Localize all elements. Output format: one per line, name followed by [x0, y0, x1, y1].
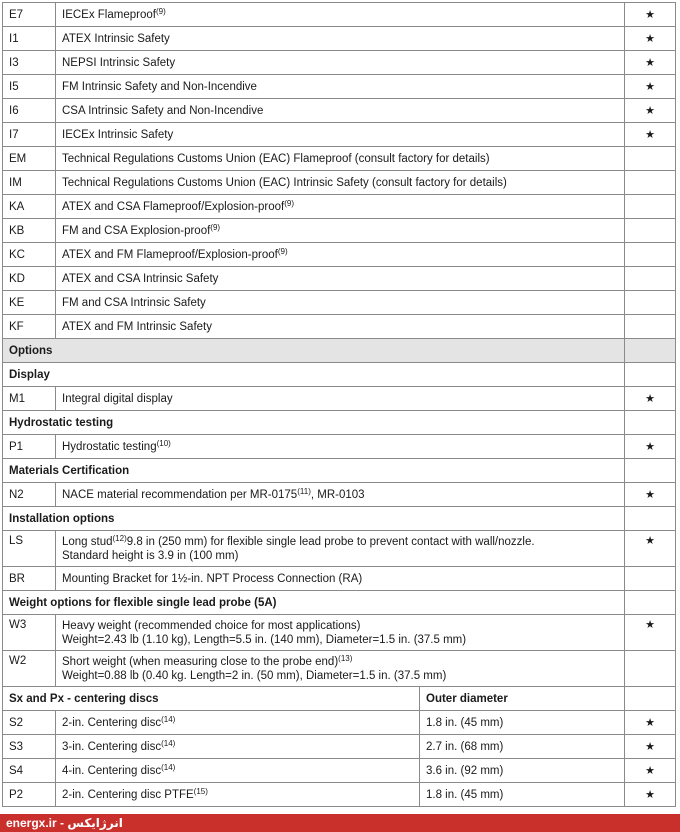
description-text: 2-in. Centering disc: [62, 716, 162, 729]
option-code: KB: [3, 219, 56, 243]
description-text: ATEX and FM Flameproof/Explosion-proof: [62, 248, 278, 261]
section-star-cell: [625, 687, 676, 711]
description-text: Short weight (when measuring close to the probe end): [62, 655, 339, 668]
option-code: BR: [3, 567, 56, 591]
option-description: [56, 711, 420, 735]
section-header-row: [3, 459, 676, 483]
table-row: [3, 291, 676, 315]
footnote-ref: (10): [156, 438, 171, 448]
star-cell-empty: [625, 171, 676, 195]
section-header-row: [3, 411, 676, 435]
footer-text: energx.ir - انرژایکس: [6, 816, 123, 830]
table-row: [3, 99, 676, 123]
option-description: [56, 27, 625, 51]
description-text: Technical Regulations Customs Union (EAC) Intrinsic Safety (consult factory for details): [62, 176, 507, 189]
section-title: Sx and Px - centering discs: [3, 687, 420, 711]
option-description: [56, 387, 625, 411]
option-code: KA: [3, 195, 56, 219]
option-code: KD: [3, 267, 56, 291]
footer-watermark: [0, 814, 680, 832]
section-title: Options: [3, 339, 625, 363]
section-title: Hydrostatic testing: [3, 411, 625, 435]
option-description: [56, 759, 420, 783]
outer-diameter-value: 3.6 in. (92 mm): [420, 759, 625, 783]
star-cell-empty: [625, 315, 676, 339]
description-text: 4-in. Centering disc: [62, 764, 162, 777]
description-line-2: Weight=0.88 lb (0.40 kg. Length=2 in. (50 mm), Diameter=1.5 in. (37.5 mm): [62, 669, 447, 682]
description-text: 3-in. Centering disc: [62, 740, 162, 753]
description-text: ATEX Intrinsic Safety: [62, 32, 170, 45]
standard-star-icon: ★: [625, 51, 676, 75]
description-line-2: Weight=2.43 lb (1.10 kg), Length=5.5 in. (140 mm), Diameter=1.5 in. (37.5 mm): [62, 633, 467, 646]
standard-star-icon: ★: [625, 75, 676, 99]
option-code: KC: [3, 243, 56, 267]
option-description: [56, 735, 420, 759]
table-row: [3, 315, 676, 339]
standard-star-icon: ★: [625, 615, 676, 651]
star-cell-empty: [625, 651, 676, 687]
outer-diameter-value: 2.7 in. (68 mm): [420, 735, 625, 759]
option-description: [56, 315, 625, 339]
option-code: P1: [3, 435, 56, 459]
star-cell-empty: [625, 291, 676, 315]
description-text: 2-in. Centering disc PTFE: [62, 788, 194, 801]
option-description: [56, 531, 625, 567]
table-row: [3, 3, 676, 27]
section-star-cell: [625, 507, 676, 531]
option-code: I6: [3, 99, 56, 123]
standard-star-icon: ★: [625, 711, 676, 735]
option-code: KE: [3, 291, 56, 315]
standard-star-icon: ★: [625, 759, 676, 783]
option-description: [56, 267, 625, 291]
table-row: [3, 567, 676, 591]
description-text: Integral digital display: [62, 392, 173, 405]
description-text: FM Intrinsic Safety and Non-Incendive: [62, 80, 257, 93]
table-row: [3, 267, 676, 291]
option-code: I1: [3, 27, 56, 51]
option-description: [56, 171, 625, 195]
option-description: [56, 195, 625, 219]
option-description: [56, 483, 625, 507]
option-code: IM: [3, 171, 56, 195]
options-table: [2, 2, 676, 807]
standard-star-icon: ★: [625, 531, 676, 567]
footnote-ref: (14): [161, 714, 176, 724]
star-cell-empty: [625, 267, 676, 291]
table-row: [3, 27, 676, 51]
section-star-cell: [625, 411, 676, 435]
table-row: [3, 171, 676, 195]
option-code: I5: [3, 75, 56, 99]
description-text-cont: 9.8 in (250 mm) for flexible single lead probe to prevent contact with wall/nozzle.: [126, 535, 535, 548]
section-title: Weight options for flexible single lead probe (5A): [3, 591, 625, 615]
outer-diameter-value: 1.8 in. (45 mm): [420, 711, 625, 735]
option-description: [56, 99, 625, 123]
standard-star-icon: ★: [625, 783, 676, 807]
option-code: P2: [3, 783, 56, 807]
description-text: FM and CSA Intrinsic Safety: [62, 296, 206, 309]
table-row: [3, 435, 676, 459]
description-text: Long stud: [62, 535, 113, 548]
table-row: [3, 615, 676, 651]
footnote-ref: (9): [284, 198, 295, 208]
option-code: I7: [3, 123, 56, 147]
star-cell-empty: [625, 147, 676, 171]
table-row: [3, 711, 676, 735]
option-description: [56, 615, 625, 651]
option-description: [56, 147, 625, 171]
section-star-cell: [625, 339, 676, 363]
description-text: ATEX and FM Intrinsic Safety: [62, 320, 212, 333]
options-header-row: [3, 339, 676, 363]
option-description: [56, 219, 625, 243]
section-star-cell: [625, 363, 676, 387]
table-row: [3, 651, 676, 687]
table-row: [3, 75, 676, 99]
option-code: M1: [3, 387, 56, 411]
description-text: IECEx Intrinsic Safety: [62, 128, 174, 141]
standard-star-icon: ★: [625, 735, 676, 759]
star-cell-empty: [625, 219, 676, 243]
option-description: [56, 123, 625, 147]
description-text: NACE material recommendation per MR-0175: [62, 488, 298, 501]
description-text: Technical Regulations Customs Union (EAC) Flameproof (consult factory for details): [62, 152, 490, 165]
option-code: LS: [3, 531, 56, 567]
footnote-ref: (11): [297, 486, 311, 496]
description-text: Hydrostatic testing: [62, 440, 157, 453]
star-cell-empty: [625, 567, 676, 591]
table-row: [3, 759, 676, 783]
table-row: [3, 243, 676, 267]
table-row: [3, 483, 676, 507]
option-code: N2: [3, 483, 56, 507]
table-row: [3, 51, 676, 75]
description-text: ATEX and CSA Flameproof/Explosion-proof: [62, 200, 285, 213]
footnote-ref: (9): [277, 246, 288, 256]
option-description: [56, 567, 625, 591]
table-row: [3, 123, 676, 147]
section-star-cell: [625, 459, 676, 483]
column-title-outer-diameter: Outer diameter: [420, 687, 625, 711]
table-row: [3, 147, 676, 171]
table-row: [3, 387, 676, 411]
star-cell-empty: [625, 195, 676, 219]
footnote-ref: (12): [112, 533, 127, 543]
option-description: [56, 651, 625, 687]
table-row: [3, 195, 676, 219]
footnote-ref: (14): [161, 762, 176, 772]
standard-star-icon: ★: [625, 3, 676, 27]
option-code: W2: [3, 651, 56, 687]
section-title: Materials Certification: [3, 459, 625, 483]
description-text: FM and CSA Explosion-proof: [62, 224, 211, 237]
table-row: [3, 783, 676, 807]
section-header-row: [3, 687, 676, 711]
standard-star-icon: ★: [625, 483, 676, 507]
option-code: W3: [3, 615, 56, 651]
description-text: CSA Intrinsic Safety and Non-Incendive: [62, 104, 264, 117]
option-description: [56, 243, 625, 267]
section-title: Installation options: [3, 507, 625, 531]
option-code: E7: [3, 3, 56, 27]
option-code: S3: [3, 735, 56, 759]
table-row: [3, 531, 676, 567]
option-code: S2: [3, 711, 56, 735]
description-text: ATEX and CSA Intrinsic Safety: [62, 272, 219, 285]
section-header-row: [3, 363, 676, 387]
description-text: Heavy weight (recommended choice for most applications): [62, 619, 361, 632]
option-description: [56, 291, 625, 315]
standard-star-icon: ★: [625, 387, 676, 411]
option-code: I3: [3, 51, 56, 75]
table-row: [3, 735, 676, 759]
description-line-2: Standard height is 3.9 in (100 mm): [62, 549, 239, 562]
option-code: EM: [3, 147, 56, 171]
standard-star-icon: ★: [625, 27, 676, 51]
section-star-cell: [625, 591, 676, 615]
footnote-ref: (14): [161, 738, 176, 748]
standard-star-icon: ★: [625, 435, 676, 459]
section-header-row: [3, 507, 676, 531]
footnote-ref: (15): [193, 786, 208, 796]
description-text: NEPSI Intrinsic Safety: [62, 56, 176, 69]
description-text: IECEx Flameproof: [62, 8, 156, 21]
section-title: Display: [3, 363, 625, 387]
option-description: [56, 783, 420, 807]
description-text: Mounting Bracket for 1½-in. NPT Process Connection (RA): [62, 572, 363, 585]
star-cell-empty: [625, 243, 676, 267]
table-row: [3, 219, 676, 243]
footnote-ref: (9): [210, 222, 221, 232]
option-description: [56, 435, 625, 459]
option-description: [56, 3, 625, 27]
description-text-cont: , MR-0103: [310, 488, 365, 501]
standard-star-icon: ★: [625, 123, 676, 147]
outer-diameter-value: 1.8 in. (45 mm): [420, 783, 625, 807]
footnote-ref: (13): [338, 653, 353, 663]
standard-star-icon: ★: [625, 99, 676, 123]
option-description: [56, 75, 625, 99]
footnote-ref: (9): [155, 6, 166, 16]
section-header-row: [3, 591, 676, 615]
option-code: KF: [3, 315, 56, 339]
option-description: [56, 51, 625, 75]
option-code: S4: [3, 759, 56, 783]
